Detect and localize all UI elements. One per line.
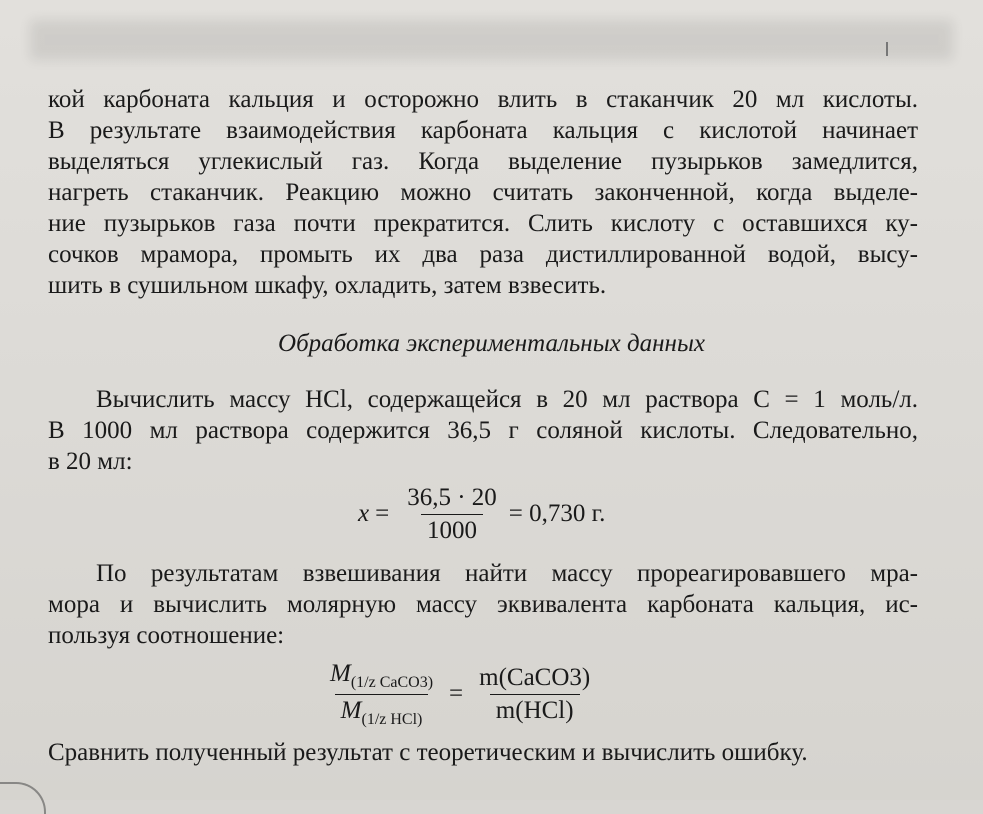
formula-variable: x <box>358 500 370 527</box>
text-line: нагреть стаканчик. Реакцию можно считать законченной, когда выделе- <box>48 179 918 206</box>
text-line: пользуя соотношение: <box>48 622 285 649</box>
formula-equivalent-ratio <box>318 654 602 734</box>
fraction-numerator: 36,5 · 20 <box>407 483 497 511</box>
text-line: В 1000 мл раствора содержится 36,5 г соляной кислоты. Следовательно, <box>48 417 918 444</box>
formula-result: = 0,730 г. <box>508 500 606 527</box>
text-line: В результате взаимодействия карбоната кальция с кислотой начинает <box>48 117 918 144</box>
formula-equals: = <box>375 500 390 527</box>
bleed-through-shadow <box>30 20 953 60</box>
text-line: в 20 мл: <box>48 448 133 475</box>
fraction-numerator <box>324 660 439 694</box>
text-line: По результатам взвешивания найти массу прореагировавшего мра- <box>96 560 918 587</box>
formula-mass-hcl <box>358 482 605 546</box>
molar-mass-symbol: M <box>340 696 362 724</box>
molar-mass-subscript: (1/z CaCO3) <box>350 673 434 691</box>
fraction-numerator: m(CaCO3) <box>479 663 591 691</box>
fraction-denominator <box>335 694 429 729</box>
text-line: сочков мрамора, промыть их два раза дистиллированной водой, высу- <box>48 241 918 268</box>
text-line: шить в сушильном шкафу, охладить, затем взвесить. <box>48 272 607 299</box>
text-line: ние пузырьков газа почти прекратится. Слить кислоту с оставшихся ку- <box>48 210 918 237</box>
page-corner-mark <box>0 782 46 814</box>
margin-mark <box>886 42 888 56</box>
fraction-denominator: m(HCl) <box>490 694 580 725</box>
paragraph-calc-mass <box>48 384 918 477</box>
formula-fraction-left <box>324 660 439 729</box>
section-heading: Обработка экспериментальных данных <box>278 330 705 357</box>
molar-mass-subscript: (1/z HCl) <box>361 710 423 728</box>
molar-mass-symbol: M <box>330 659 351 687</box>
formula-equals: = <box>449 680 464 707</box>
formula-fraction-right <box>473 664 596 725</box>
fraction-denominator: 1000 <box>421 514 483 545</box>
text-line: мора и вычислить молярную массу эквивалента карбоната кальция, ис- <box>48 591 918 618</box>
formula-fraction <box>401 484 503 545</box>
text-line: кой карбоната кальция и осторожно влить в стаканчик 20 мл кислоты. <box>48 86 918 113</box>
text-line: выделяться углекислый газ. Когда выделение пузырьков замедлится, <box>48 148 918 175</box>
text-line: Вычислить массу HCl, содержащейся в 20 мл раствора C = 1 моль/л. <box>96 386 918 413</box>
paragraph-procedure <box>48 84 918 301</box>
paragraph-weighing <box>48 558 918 651</box>
closing-instruction: Сравнить полученный результат с теоретическим и вычислить ошибку. <box>48 739 808 766</box>
